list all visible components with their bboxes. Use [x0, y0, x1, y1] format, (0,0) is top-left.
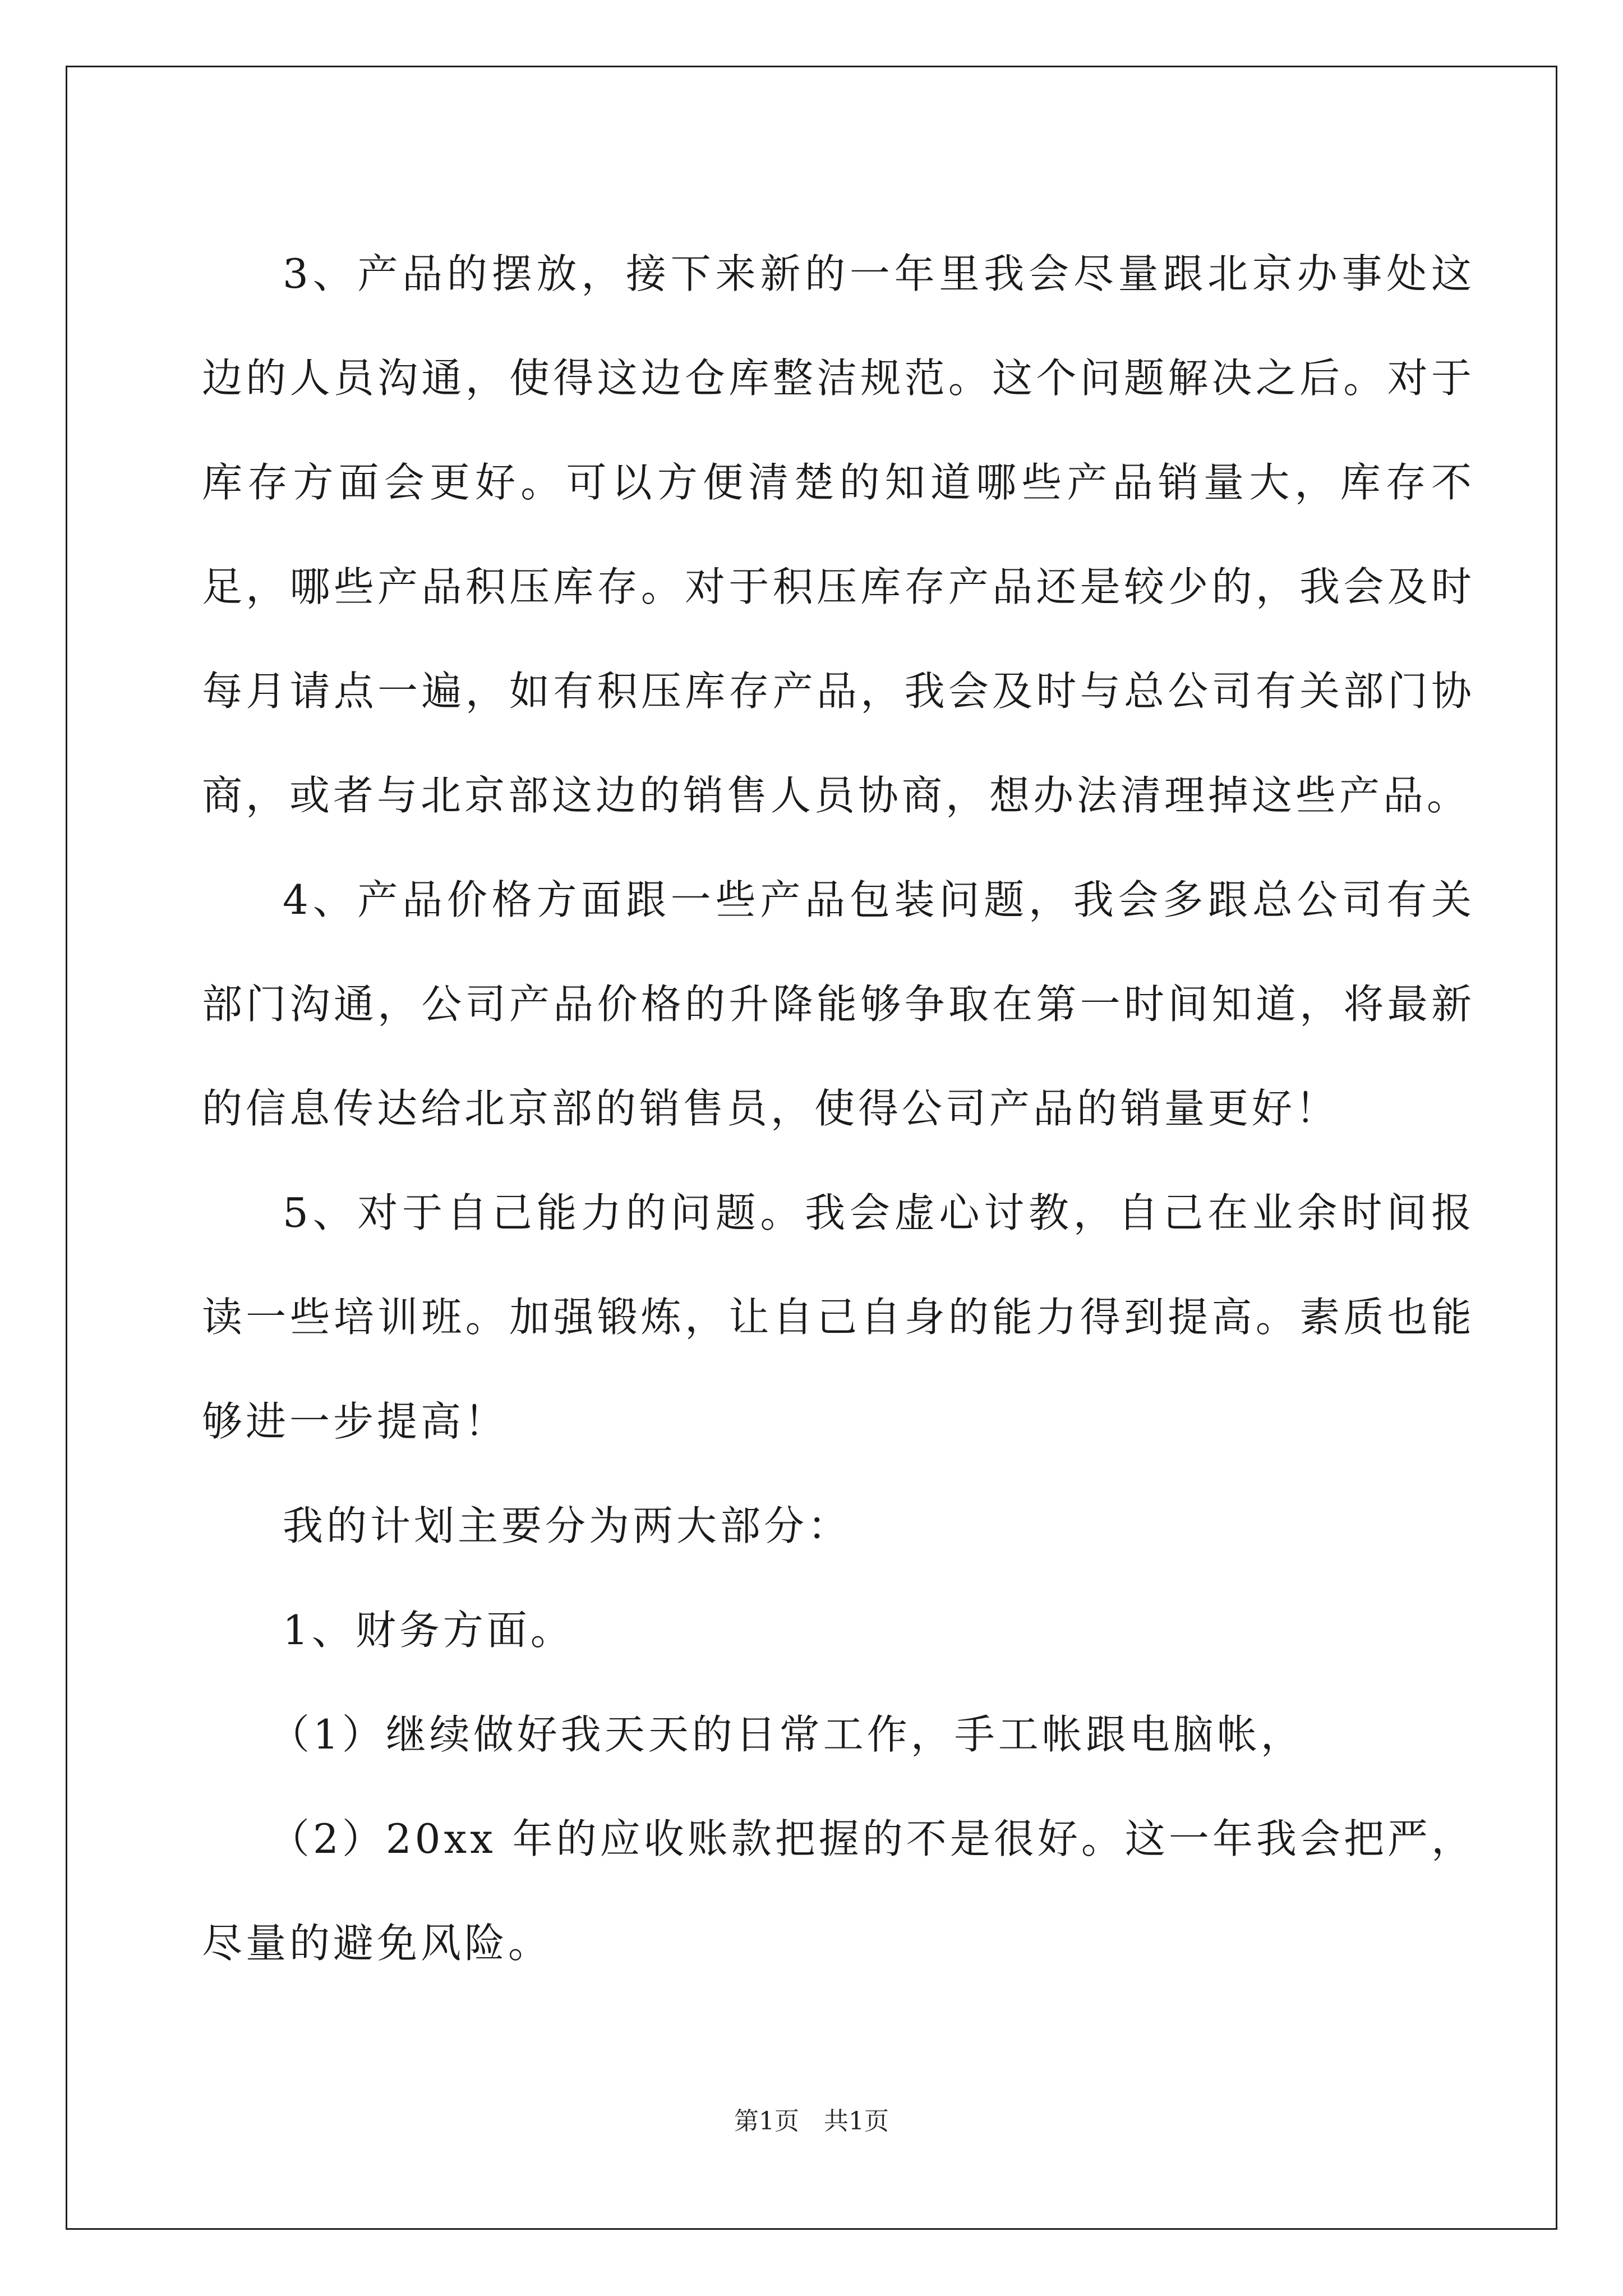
- paragraph-finance-heading: 1、财务方面。: [283, 1607, 574, 1654]
- paragraph-product-placement: 3、产品的摆放，接下来新的一年里我会尽量跟北京办事处这边的人员沟通，使得这边仓库整洁规范。这个问题解决之后。对于库存方面会更好。可以方便清楚的知道哪些产品销量大，库存不足，哪些产品积压库存。对于积压库存产品还是较少的，我会及时每月请点一遍，如有积压库存产品，我会及时与总公司有关部门协商，或者与北京部这边的销售人员协商，想办法清理掉这些产品。: [202, 250, 1475, 819]
- page-footer: 第1页 共1页: [734, 2107, 889, 2136]
- paragraph-finance-item-2: （2）20xx 年的应收账款把握的不是很好。这一年我会把严，尽量的避免风险。: [202, 1815, 1475, 1967]
- paragraph-finance-item-1: （1）继续做好我天天的日常工作，手工帐跟电脑帐，: [269, 1711, 1304, 1758]
- document-body: [202, 222, 1475, 1995]
- paragraph-self-ability: 5、对于自己能力的问题。我会虚心讨教，自己在业余时间报读一些培训班。加强锻炼，让自己自身的能力得到提高。素质也能够进一步提高！: [202, 1189, 1475, 1445]
- paragraph-product-pricing: 4、产品价格方面跟一些产品包装问题，我会多跟总公司有关部门沟通，公司产品价格的升降能够争取在第一时间知道，将最新的信息传达给北京部的销售员，使得公司产品的销量更好！: [202, 876, 1475, 1132]
- paragraph-plan-intro: 我的计划主要分为两大部分：: [283, 1502, 852, 1549]
